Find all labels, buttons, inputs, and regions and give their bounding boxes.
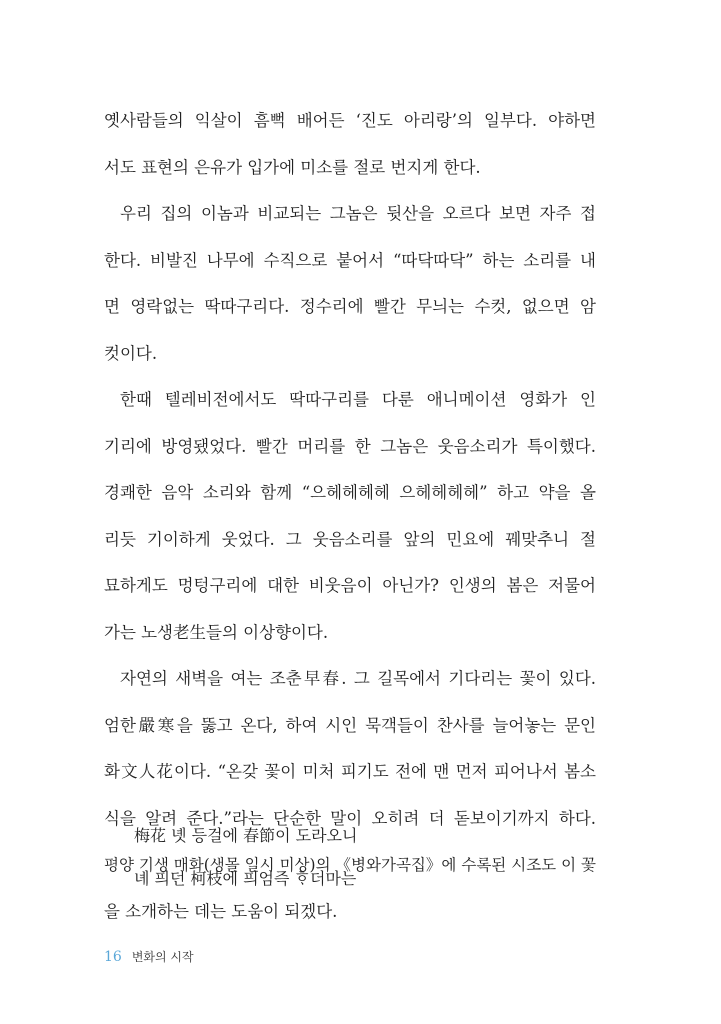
poem-line: 녜 픠던 柯枝에 픠엄즉 ᄒᆞ더마는 (134, 869, 357, 888)
body-line-text: 묘하게도 멍텅구리에 대한 비웃음이 아닌가? 인생의 봄은 저물어 (104, 576, 596, 595)
body-line-text: 가는 노생老生들의 이상향이다. (104, 622, 329, 642)
body-line-text: 한때 텔레비전에서도 딱따구리를 다룬 애니메이션 영화가 인 (120, 390, 596, 409)
body-line (104, 610, 596, 657)
body-line (104, 145, 596, 192)
body-line (104, 749, 596, 796)
page-footer (104, 946, 194, 968)
body-line (104, 238, 596, 285)
page-number: 16 (104, 949, 122, 965)
body-line (104, 377, 596, 424)
body-line (104, 703, 596, 750)
body-line-text: 우리 집의 이놈과 비교되는 그놈은 뒷산을 오르다 보면 자주 접 (120, 204, 596, 223)
body-line-text: 경쾌한 음악 소리와 함께 “으헤헤헤헤 으헤헤헤헤” 하고 약을 올 (104, 483, 596, 502)
running-chapter-title: 변화의 시작 (131, 950, 194, 964)
body-line-text: 기리에 방영됐었다. 빨간 머리를 한 그놈은 웃음소리가 특이했다. (104, 436, 596, 456)
body-line-text: 엄한嚴寒을 뚫고 온다, 하여 시인 묵객들이 찬사를 늘어놓는 문인 (104, 715, 596, 735)
body-line (104, 331, 596, 378)
body-line (104, 470, 596, 517)
body-line (104, 98, 596, 145)
body-text (104, 98, 596, 935)
body-line-text: 면 영락없는 딱따구리다. 정수리에 빨간 무늬는 수컷, 없으면 암 (104, 297, 596, 316)
body-line-text: 컷이다. (104, 343, 158, 363)
body-line (104, 284, 596, 331)
body-line-text: 한다. 비발진 나무에 수직으로 붙어서 “따닥따닥” 하는 소리를 내 (104, 250, 596, 270)
body-line-text: 평양 기생 매화(생몰 일시 미상)의 《병와가곡집》에 수록된 시조도 이 꽃 (104, 856, 596, 874)
body-line (104, 563, 596, 610)
body-line-text: 화文人花이다. “온갖 꽃이 미처 피기도 전에 맨 먼저 피어나서 봄소 (104, 762, 596, 781)
body-line (104, 656, 596, 703)
body-line-text: 서도 표현의 은유가 입가에 미소를 절로 번지게 한다. (104, 157, 481, 177)
body-line-text: 옛사람들의 익살이 흠뻑 배어든 ‘진도 아리랑’의 일부다. 야하면 (104, 111, 596, 130)
body-line-text: 식을 알려 준다.”라는 단순한 말이 오히려 더 돋보이기까지 하다. (104, 808, 596, 828)
body-line-text: 을 소개하는 데는 도움이 되겠다. (104, 901, 338, 921)
body-line-text: 리듯 기이하게 웃었다. 그 웃음소리를 앞의 민요에 꿰맞추니 절 (104, 529, 596, 549)
body-line (104, 517, 596, 564)
quoted-sijo-poem (134, 814, 554, 900)
body-line-text: 자연의 새벽을 여는 조춘早春. 그 길목에서 기다리는 꽃이 있다. (120, 669, 596, 688)
poem-line: 梅花 녯 등걸에 春節이 도라오니 (134, 826, 358, 845)
body-line (104, 191, 596, 238)
body-line (104, 424, 596, 471)
